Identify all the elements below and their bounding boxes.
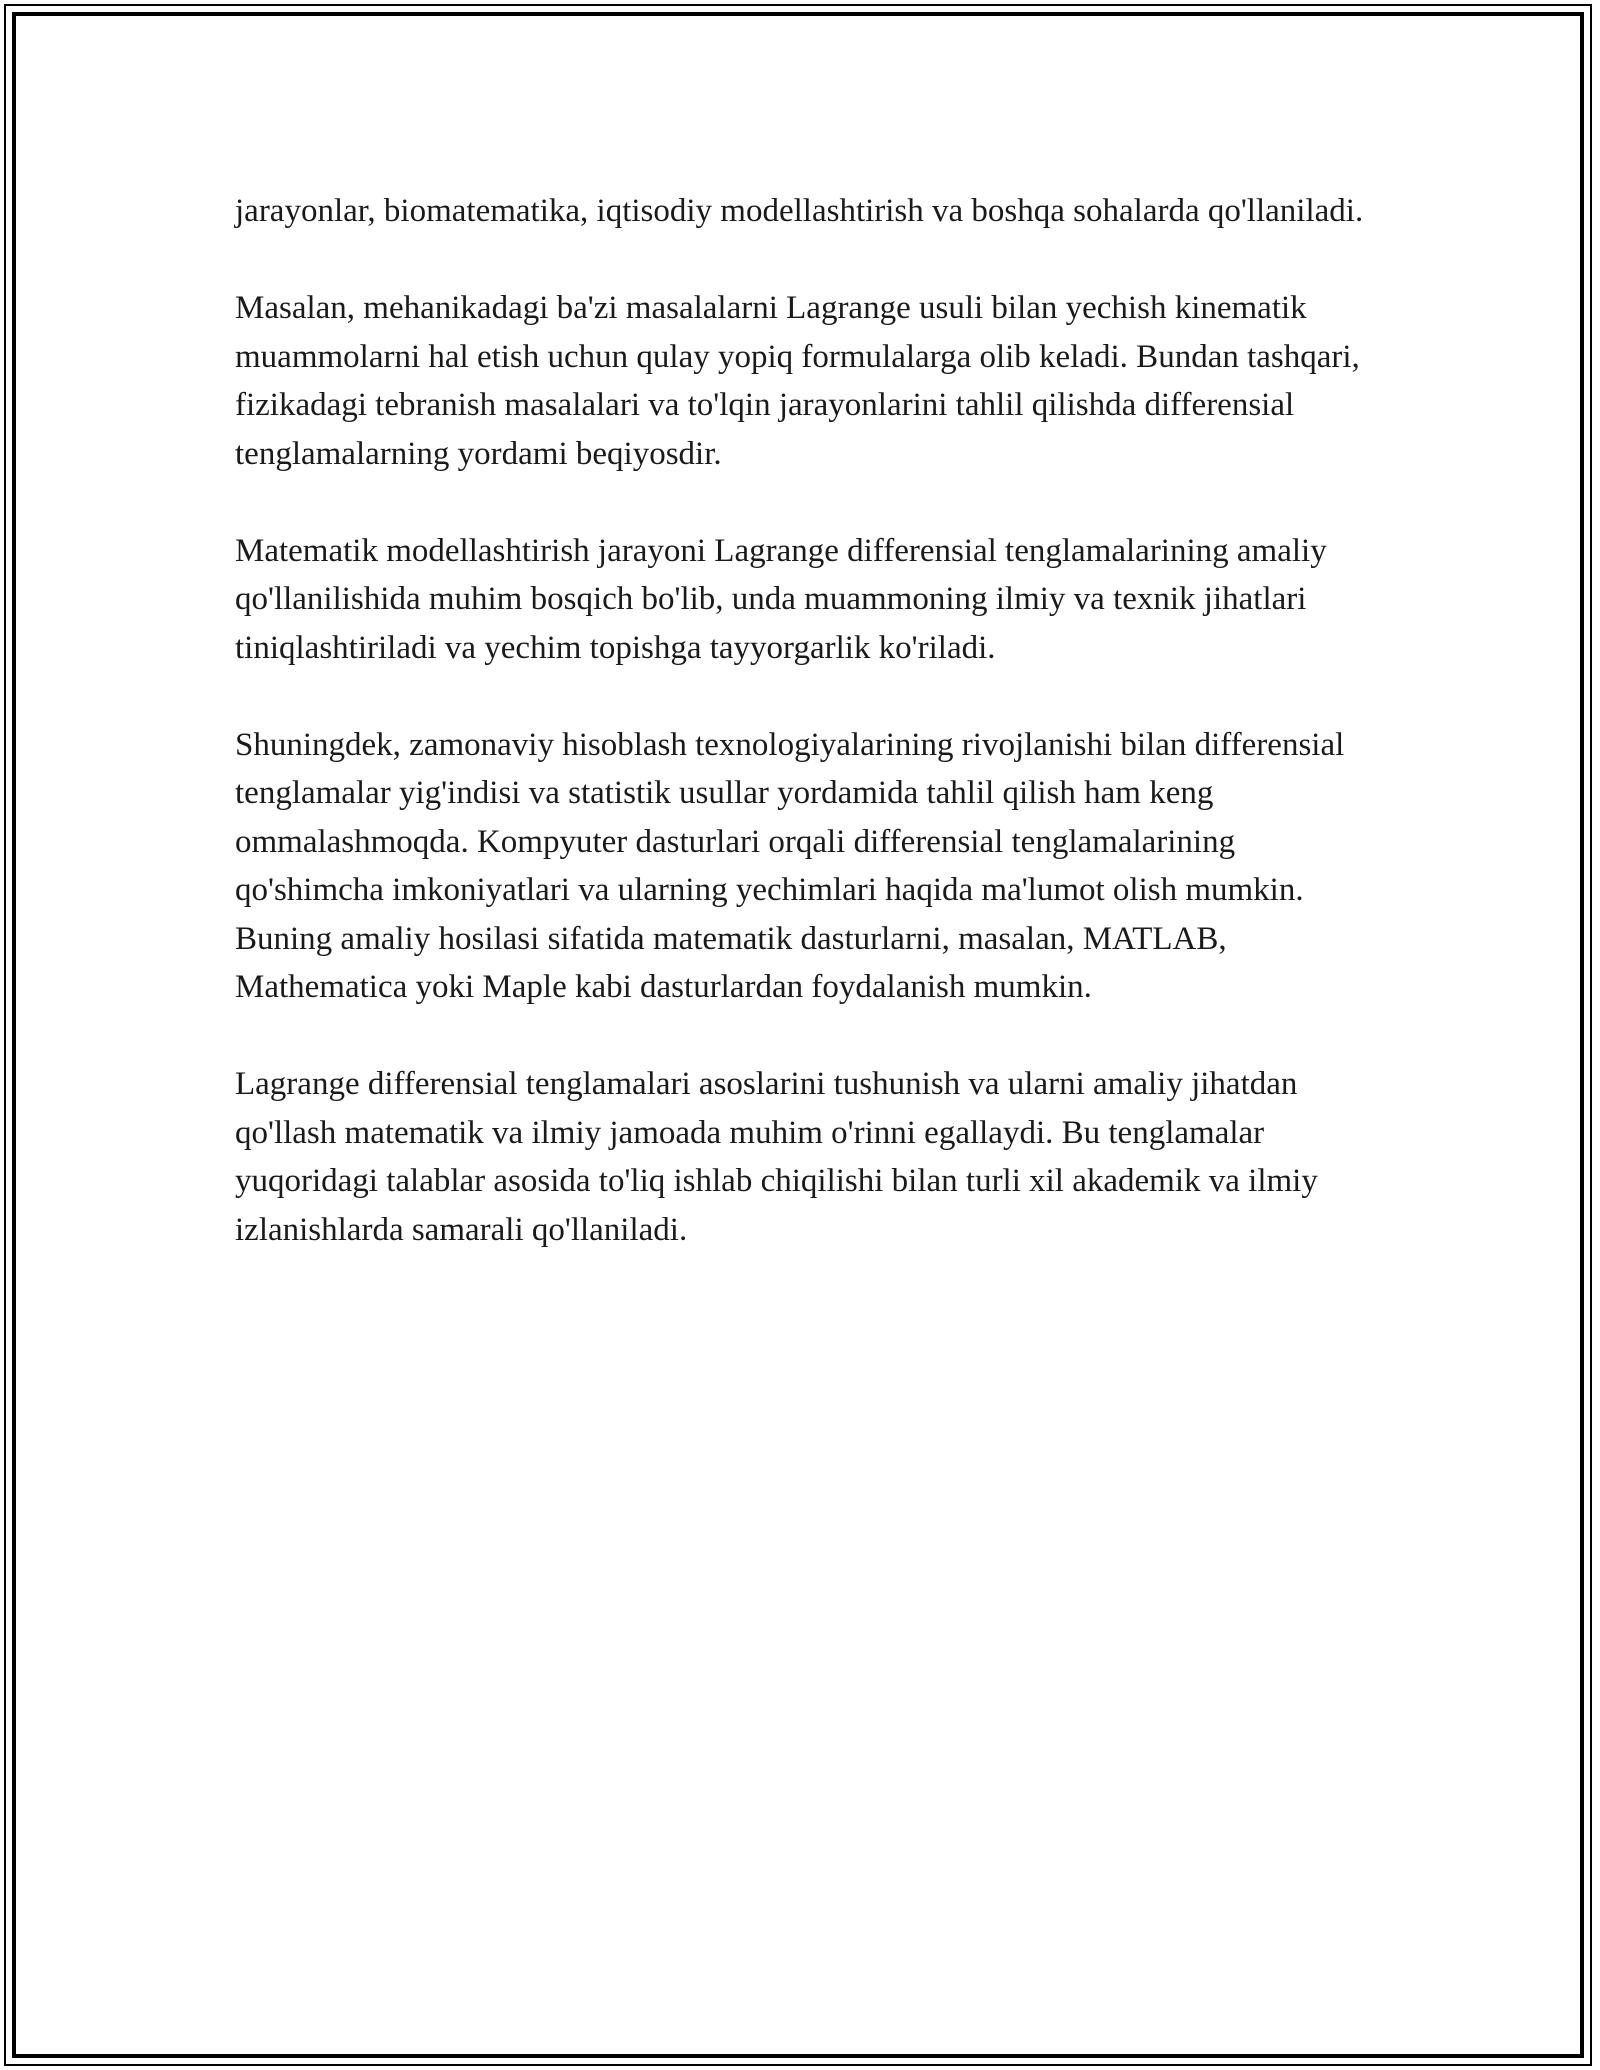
paragraph-3: Matematik modellashtirish jarayoni Lagrange differensial tenglamalarining amaliy qo'llanilishida muhim bosqich bo'lib, unda muammoning ilmiy va texnik jihatlari tiniqlashtiriladi va yechim topishga tayyorgarlik ko'riladi. — [235, 532, 1327, 666]
paragraph-4: Shuningdek, zamonaviy hisoblash texnologiyalarining rivojlanishi bilan differensial tenglamalar yig'indisi va statistik usullar yordamida tahlil qilish ham keng ommalashmoqda. Kompyuter dasturlari orqali differensial tenglamalarining qo'shimcha imkoniyatlari va ularning yechimlari haqida ma'lumot olish mumkin. Buning amaliy hosilasi sifatida matematik dasturlarni, masalan, MATLAB, Mathematica yoki Maple kabi dasturlardan foydalanish mumkin. — [235, 726, 1345, 1005]
paragraph-5: Lagrange differensial tenglamalari asoslarini tushunish va ularni amaliy jihatdan qo'llash matematik va ilmiy jamoada muhim o'rinni egallaydi. Bu tenglamalar yuqoridagi talablar asosida to'liq ishlab chiqilishi bilan turli xil akademik va ilmiy izlanishlarda samarali qo'llaniladi. — [235, 1066, 1318, 1248]
document-body — [235, 187, 1375, 1254]
paragraph-2: Masalan, mehanikadagi ba'zi masalalarni Lagrange usuli bilan yechish kinematik muammolarni hal etish uchun qulay yopiq formulalarga olib keladi. Bundan tashqari, fizikadagi tebranish masalalari va to'lqin jarayonlarini tahlil qilishda differensial tenglamalarning yordami beqiyosdir. — [235, 290, 1360, 472]
paragraph-1: jarayonlar, biomatematika, iqtisodiy modellashtirish va boshqa sohalarda qo'llaniladi. — [235, 193, 1364, 229]
